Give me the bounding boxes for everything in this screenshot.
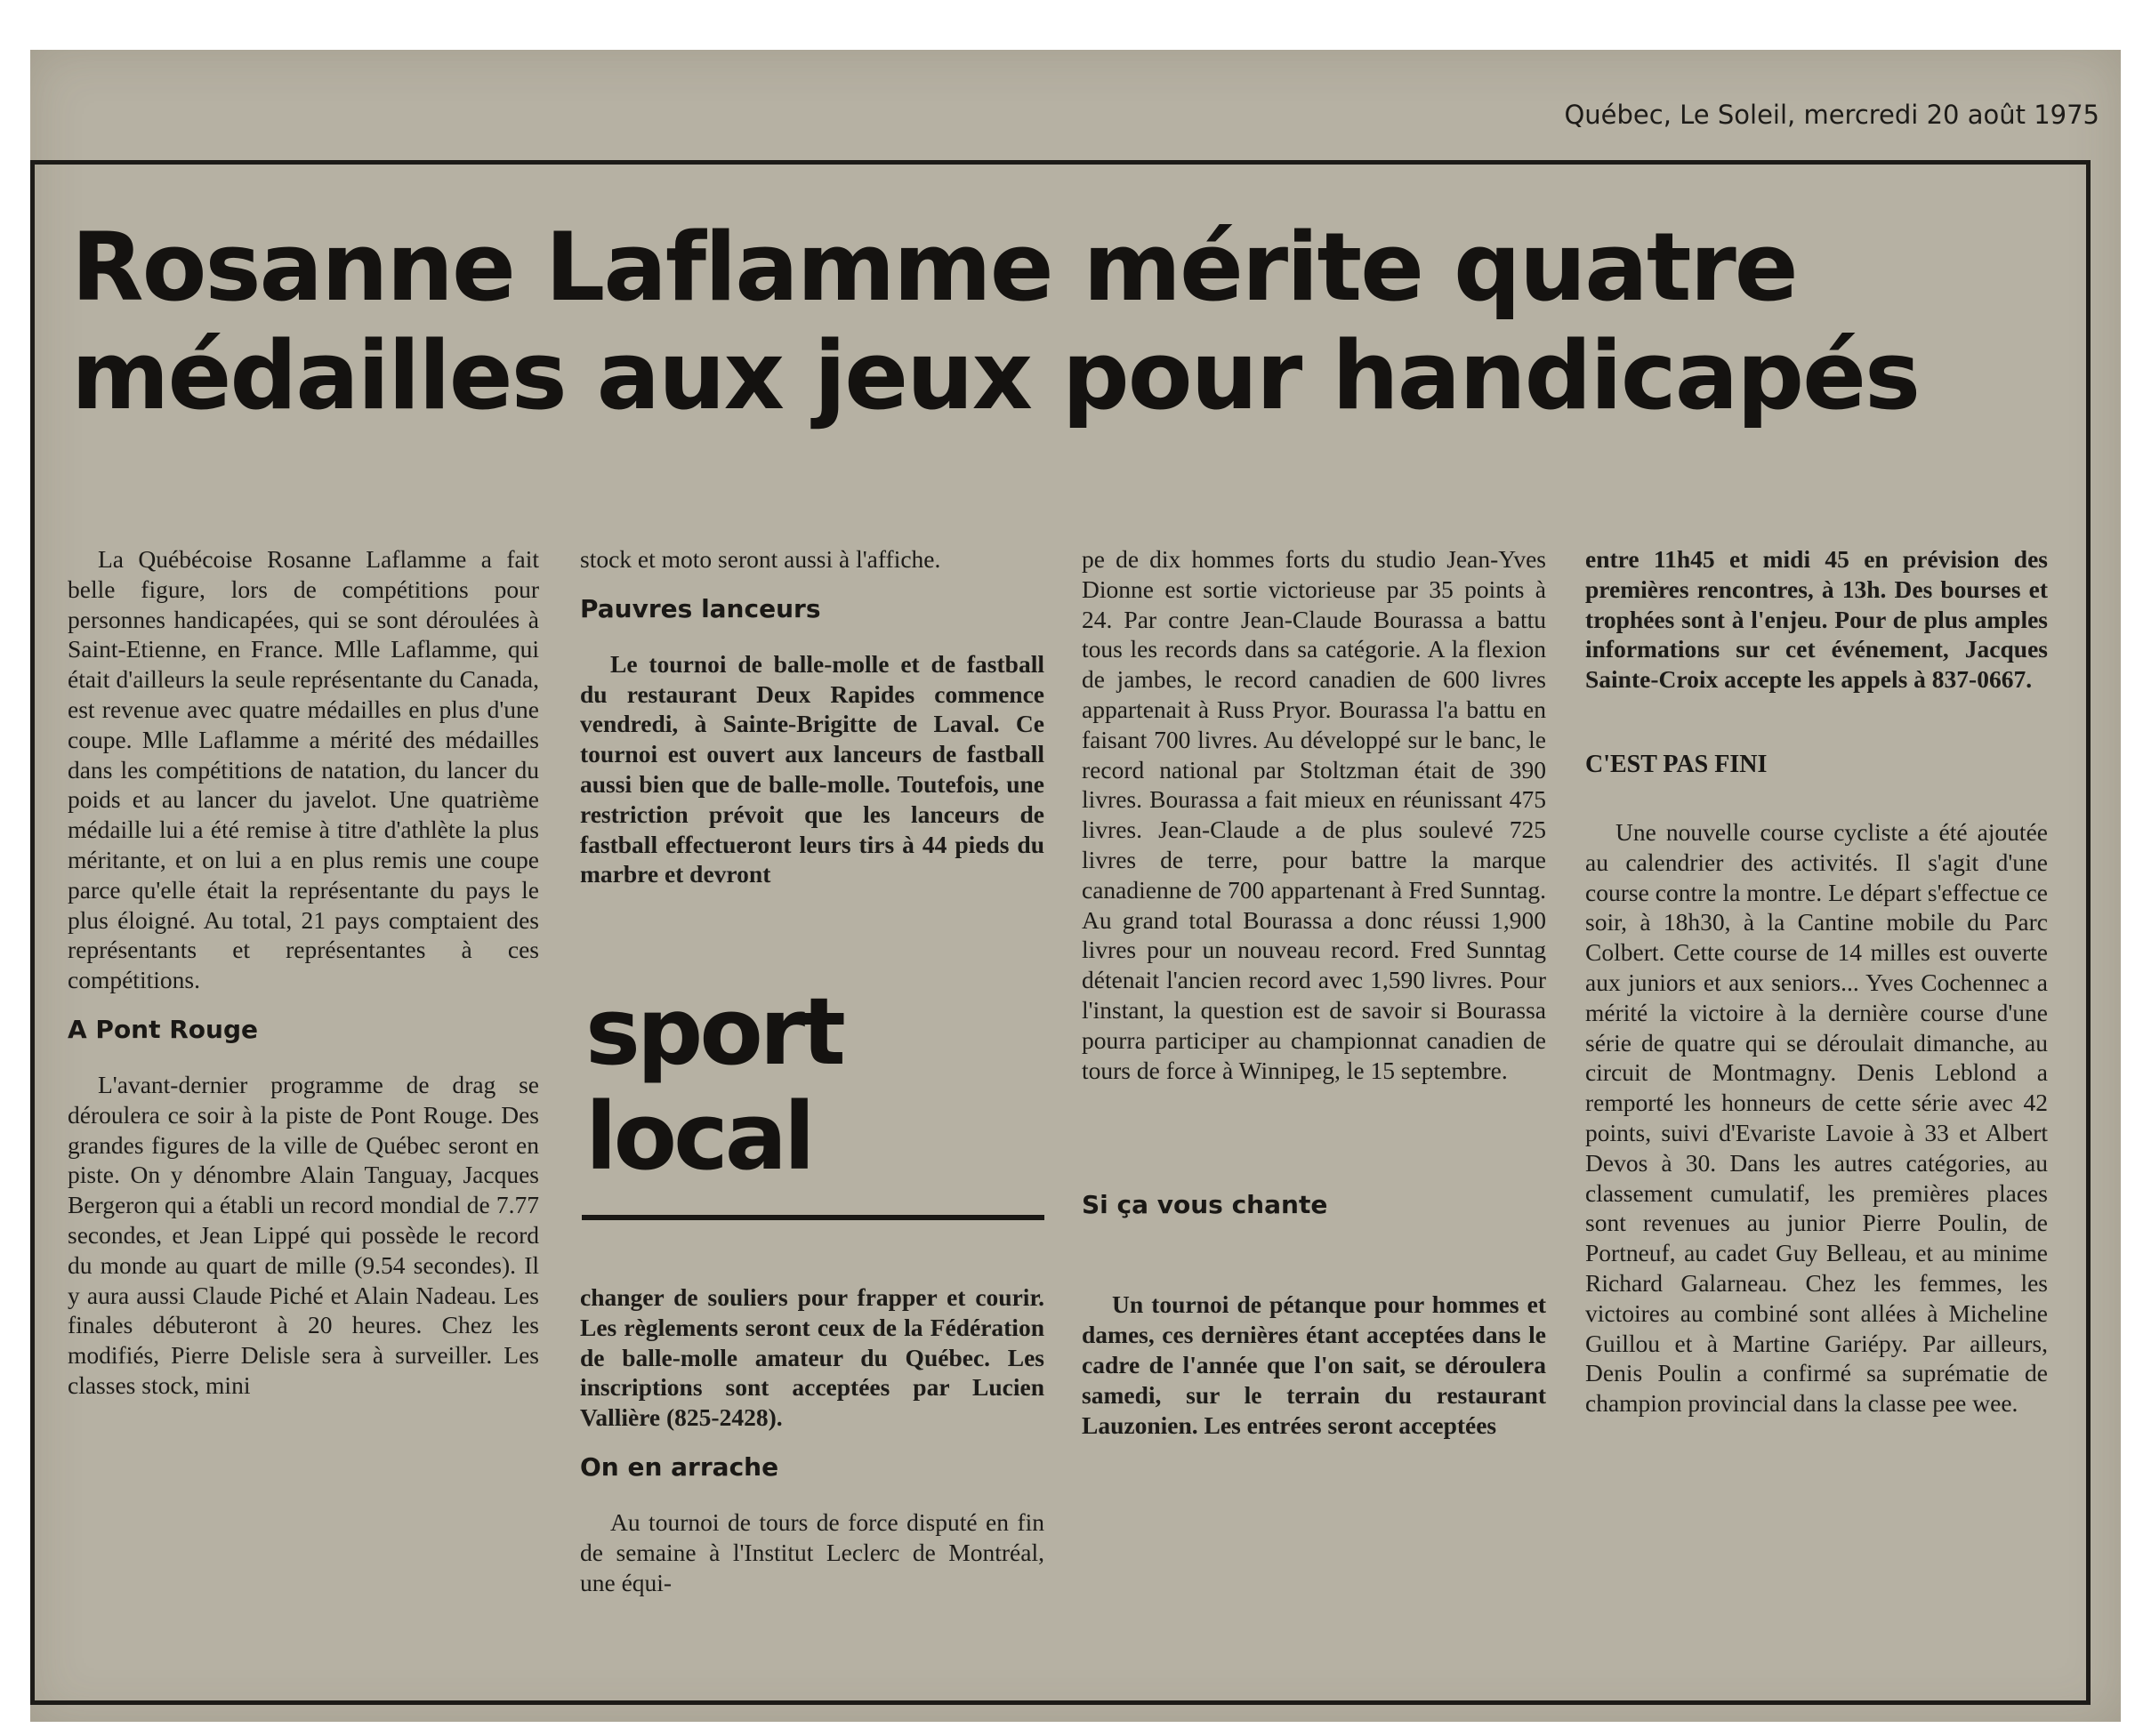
subhead-pauvres-lanceurs: Pauvres lanceurs	[580, 593, 821, 623]
column-3	[1082, 544, 1546, 1440]
headline	[71, 213, 2064, 430]
paragraph-course-cycliste: Une nouvelle course cycliste a été ajoutée au calendrier des activités. Il s'agit d'une course contre la montre. Le départ s'effectue ce soir, à 18h30, à la Cantine mobile du Parc Colbert. Cette course de 14 milles est ouverte aux juniors et aux seniors... Yves Cochennec a mérité la victoire à la dernière course d'une série de quatre qui se déroulait dimanche, au circuit de Montmagny. Denis Leblond a remporté les honneurs de cette série avec 42 points, suivi d'Evariste Lavoie à 33 et Albert Devos à 30. Dans les autres catégories, au classement cumulatif, les premières places sont revenues au junior Pierre Poulin, de Portneuf, au cadet Guy Belleau, et au minime Richard Galarneau. Chez les femmes, les victoires au combiné sont allées à Micheline Guillou et à Martine Gariépy. Par ailleurs, Denis Poulin a confirmé sa suprématie de champion provincial dans la classe pee wee.	[1585, 817, 2048, 1418]
paragraph-balle-molle: Le tournoi de balle-molle et de fastball du restaurant Deux Rapides commence vendredi, à Sainte-Brigitte de Laval. Ce tournoi est ouvert aux lanceurs de fastball aussi bien que de balle-molle. Toutefois, une restriction prévoit que les lanceurs de fastball effectueront leurs tirs à 44 pieds du marbre et devront	[580, 649, 1044, 888]
paragraph-reglements: changer de souliers pour frapper et courir. Les règlements seront ceux de la Fédération de balle-molle amateur du Québec. Les inscriptions sont acceptées par Lucien Vallière (825-2428).	[580, 1283, 1044, 1432]
logo-word-local: local	[585, 1082, 812, 1191]
sport-local-logo	[582, 977, 1044, 1226]
subhead-si-ca-vous-chante: Si ça vous chante	[1082, 1190, 1328, 1220]
paragraph-inscriptions: entre 11h45 et midi 45 en prévision des premières rencontres, à 13h. Des bourses et trophées sont à l'enjeu. Pour de plus amples informations sur cet événement, Jacques Sainte-Croix accepte les appels à 837-0667.	[1585, 545, 2048, 694]
paragraph-petanque: Un tournoi de pétanque pour hommes et dames, ces dernières étant acceptées dans le cadre de l'année que l'on sait, se déroulera samedi, sur le terrain du restaurant Lauzonien. Les entrées seront acceptées	[1082, 1290, 1546, 1439]
paragraph-continuation: stock et moto seront aussi à l'affiche.	[580, 545, 941, 573]
paragraph-tours-de-force: Au tournoi de tours de force disputé en fin de semaine à l'Institut Leclerc de Montréal, une équi-	[580, 1507, 1044, 1596]
logo-rule	[582, 1215, 1044, 1220]
logo-word-sport: sport	[585, 977, 842, 1086]
paragraph-drag: L'avant-dernier programme de drag se déroulera ce soir à la piste de Pont Rouge. Des grandes figures de la ville de Québec seront en piste. On y dénombre Alain Tanguay, Jacques Bergeron qui a établi un record mondial de 7.77 secondes, et Jean Lippé qui possède le record du monde au quart de mille (9.54 secondes). Il y aura aussi Claude Piché et Alain Nadeau. Les finales débuteront à 20 heures. Chez les modifiés, Pierre Delisle sera à surveiller. Les classes stock, mini	[68, 1070, 539, 1399]
subhead-on-en-arrache: On en arrache	[580, 1451, 779, 1482]
column-1	[68, 544, 539, 1401]
paragraph-laflamme: La Québécoise Rosanne Laflamme a fait belle figure, lors de compétitions pour personnes handicapées, qui se sont déroulées à Saint-Etienne, en France. Mlle Laflamme, qui était d'ailleurs la seule représentante du Canada, est revenue avec quatre médailles en plus d'une coupe. Mlle Laflamme a mérité des médailles dans les compétitions de natation, du lancer du poids et au lancer du javelot. Une quatrième médaille lui a été remise à titre d'athlète la plus méritante, et on lui a en plus remis une coupe parce qu'elle était la représentante du pays le plus éloigné. Au total, 21 pays comptaient des représentants et représentantes à ces compétitions.	[68, 545, 539, 994]
subhead-cest-pas-fini: C'EST PAS FINI	[1585, 750, 1768, 778]
headline-line-1: Rosanne Laflamme mérite quatre	[71, 213, 1797, 322]
column-2-lower	[580, 1282, 1044, 1597]
dateline: Québec, Le Soleil, mercredi 20 août 1975	[1564, 100, 2099, 130]
headline-line-2: médailles aux jeux pour handicapés	[71, 321, 1920, 430]
subhead-pont-rouge: A Pont Rouge	[68, 1014, 259, 1044]
paragraph-bourassa: pe de dix hommes forts du studio Jean-Yves Dionne est sortie victorieuse par 35 points à 24. Par contre Jean-Claude Bourassa a battu tous les records dans sa catégorie. A la flexion de jambes, le record canadien de 600 livres appartenait à Russ Pryor. Bourassa l'a battu en faisant 700 livres. Au développé sur le banc, le record national par Stoltzman était de 390 livres. Bourassa a fait mieux en réunissant 475 livres. Jean-Claude a de plus soulevé 725 livres de terre, pour battre la marque canadienne de 700 appartenant à Fred Sunntag. Au grand total Bourassa a donc réussi 1,900 livres pour un nouveau record. Fred Sunntag détenait l'ancien record avec 1,590 livres. Pour l'instant, la question est de savoir si Bourassa pourra participer au championnat canadien de tours de force à Winnipeg, le 15 septembre.	[1082, 545, 1546, 1084]
column-4	[1585, 544, 2048, 1419]
